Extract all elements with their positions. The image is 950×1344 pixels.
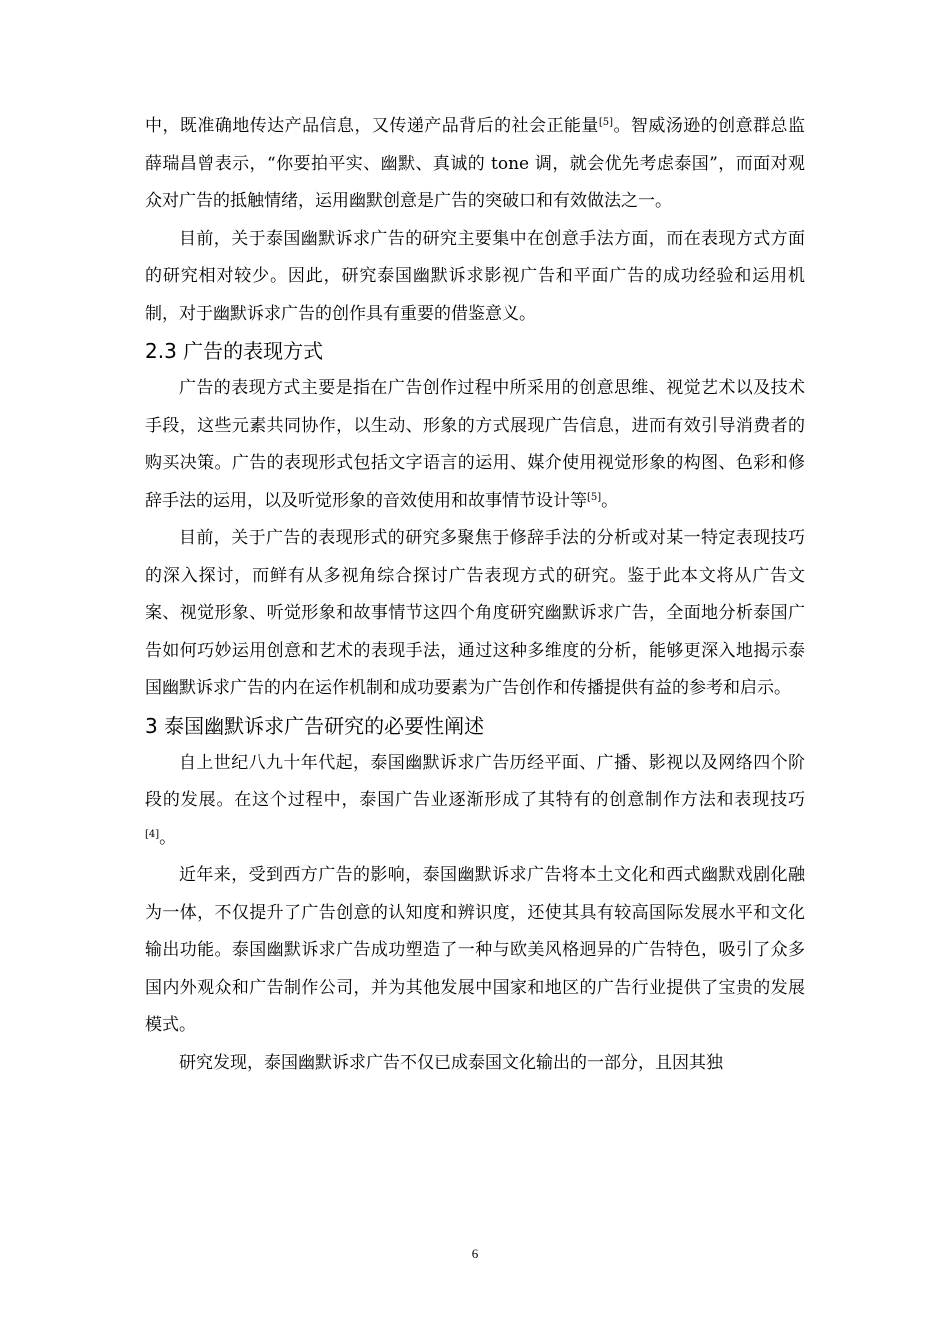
section-heading-3: 3 泰国幽默诉求广告研究的必要性阐述 <box>145 713 485 738</box>
paragraph-text: 。 <box>601 490 619 511</box>
paragraph-text: 自上世纪八九十年代起，泰国幽默诉求广告历经平面、广播、影视以及网络四个阶段的发展。在这个过程中，泰国广告业逐渐形成了其特有的创意制作方法和表现技巧 <box>145 752 805 810</box>
citation-ref: [5] <box>587 491 602 503</box>
paragraph <box>145 370 805 520</box>
paragraph: 目前，关于广告的表现形式的研究多聚焦于修辞手法的分析或对某一特定表现技巧的深入探讨，而鲜有从多视角综合探讨广告表现方式的研究。鉴于此本文将从广告文案、视觉形象、听觉形象和故事情节这四个角度研究幽默诉求广告，全面地分析泰国广告如何巧妙运用创意和艺术的表现手法，通过这种多维度的分析，能够更深入地揭示泰国幽默诉求广告的内在运作机制和成功要素为广告创作和传播提供有益的参考和启示。 <box>145 528 805 698</box>
paragraph <box>145 745 805 858</box>
page-number: 6 <box>471 1246 479 1261</box>
paragraph: 目前，关于泰国幽默诉求广告的研究主要集中在创意手法方面，而在表现方式方面的研究相对较少。因此，研究泰国幽默诉求影视广告和平面广告的成功经验和运用机制，对于幽默诉求广告的创作具有重要的借鉴意义。 <box>145 228 805 324</box>
page-body <box>145 108 805 1082</box>
paragraph: 研究发现，泰国幽默诉求广告不仅已成泰国文化输出的一部分，且因其独 <box>179 1052 723 1073</box>
paragraph-text: 中，既准确地传达产品信息，又传递产品背后的社会正能量 <box>145 116 599 136</box>
paragraph-text: 广告的表现方式主要是指在广告创作过程中所采用的创意思维、视觉艺术以及技术手段，这些元素共同协作，以生动、形象的方式展现广告信息，进而有效引导消费者的购买决策。广告的表现形式包括文字语言的运用、媒介使用视觉形象的构图、色彩和修辞手法的运用，以及听觉形象的音效使用和故事情节设计等 <box>145 378 805 511</box>
citation-ref: [4] <box>145 828 160 840</box>
paragraph-text: 。智威汤逊的创意群总监薛瑞昌曾表示，“你要拍平实、幽默、真诚的 tone 调，就会优先考虑泰国”，而面对观众对广告的抵触情绪，运用幽默创意是广告的突破口和有效做法之一。 <box>145 116 806 211</box>
paragraph: 近年来，受到西方广告的影响，泰国幽默诉求广告将本土文化和西式幽默戏剧化融为一体，不仅提升了广告创意的认知度和辨识度，还使其具有较高国际发展水平和文化输出功能。泰国幽默诉求广告成功塑造了一种与欧美风格迥异的广告特色，吸引了众多国内外观众和广告制作公司，并为其他发展中国家和地区的广告行业提供了宝贵的发展模式。 <box>145 865 805 1035</box>
section-heading-2-3: 2.3 广告的表现方式 <box>145 339 324 363</box>
paragraph-continued <box>145 108 805 221</box>
citation-ref: [5] <box>598 117 613 128</box>
paragraph-text: 。 <box>159 827 177 848</box>
